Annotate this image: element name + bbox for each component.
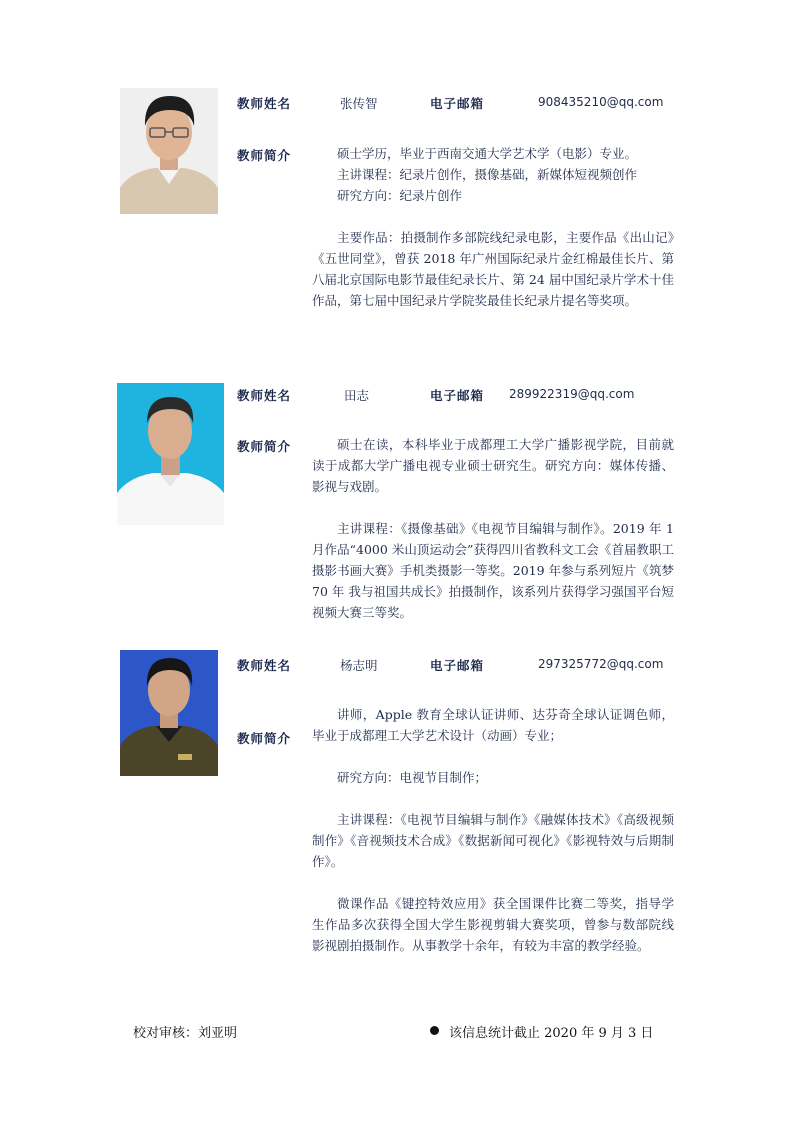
teacher-photo [120,88,218,214]
email-label: 电子邮箱 [430,388,485,403]
name-label: 教师姓名 [237,96,292,111]
bio-paragraph: 硕士学历，毕业于西南交通大学艺术学（电影）专业。 [337,146,638,161]
bio-paragraph: 主讲课程：《摄像基础》《电视节目编辑与制作》。2019 年 1 月作品“4000 米山顶运动会”获得四川省教科文工会《首届教职工摄影书画大赛》手机类摄影一等奖。2019 年参与系列短片《筑梦 70 年 我与祖国共成长》拍摄制作，该系列片获得学习强国平台短视频大赛三等奖。 [312,521,674,620]
teacher-bio [312,143,674,311]
intro-label: 教师简介 [237,148,292,163]
teacher-name: 张传智 [340,96,378,111]
bio-paragraph: 讲师，Apple 教育全球认证讲师、达芬奇全球认证调色师，毕业于成都理工大学艺术设计（动画）专业； [312,707,674,743]
intro-label: 教师简介 [237,439,292,454]
teacher-name: 田志 [344,388,370,403]
teacher-name: 杨志明 [340,658,378,673]
teacher-photo [120,650,218,776]
email-label: 电子邮箱 [430,658,485,673]
bio-paragraph: 研究方向：电视节目制作； [337,770,488,785]
bio-paragraph: 主讲课程：纪录片创作，摄像基础，新媒体短视频创作 [337,167,638,182]
bio-paragraph: 主讲课程：《电视节目编辑与制作》《融媒体技术》《高级视频制作》《音视频技术合成》《数据新闻可视化》《影视特效与后期制作》。 [312,812,674,869]
bullet-dot-icon [430,1026,439,1035]
portrait-image [120,650,218,776]
teacher-email[interactable]: 908435210@qq.com [538,95,664,109]
reviewer-note: 校对审核：刘亚明 [133,1026,238,1041]
intro-label: 教师简介 [237,731,292,746]
teacher-photo [117,383,224,525]
teacher-email[interactable]: 289922319@qq.com [509,387,635,401]
email-label: 电子邮箱 [430,96,485,111]
bio-paragraph: 主要作品：拍摄制作多部院线纪录电影，主要作品《出山记》《五世同堂》，曾获 2018 年广州国际纪录片金红棉最佳长片、第八届北京国际电影节最佳纪录长片、第 24 届中国纪录片学术十佳作品，第七届中国纪录片学院奖最佳长纪录片提名等奖项。 [312,230,674,308]
name-label: 教师姓名 [237,658,292,673]
teacher-bio [312,434,674,623]
bio-paragraph: 研究方向：纪录片创作 [337,188,463,203]
date-note: 该信息统计截止 2020 年 9 月 3 日 [449,1026,654,1041]
teacher-email[interactable]: 297325772@qq.com [538,657,664,671]
teacher-bio [312,704,674,956]
portrait-image [117,383,224,525]
bio-paragraph: 微课作品《键控特效应用》获全国课件比赛二等奖，指导学生作品多次获得全国大学生影视剪辑大赛奖项，曾参与数部院线影视剧拍摄制作。从事教学十余年，有较为丰富的教学经验。 [312,896,674,953]
bio-paragraph: 硕士在读，本科毕业于成都理工大学广播影视学院，目前就读于成都大学广播电视专业硕士研究生。研究方向：媒体传播、影视与戏剧。 [312,437,674,494]
name-label: 教师姓名 [237,388,292,403]
portrait-image [120,88,218,214]
